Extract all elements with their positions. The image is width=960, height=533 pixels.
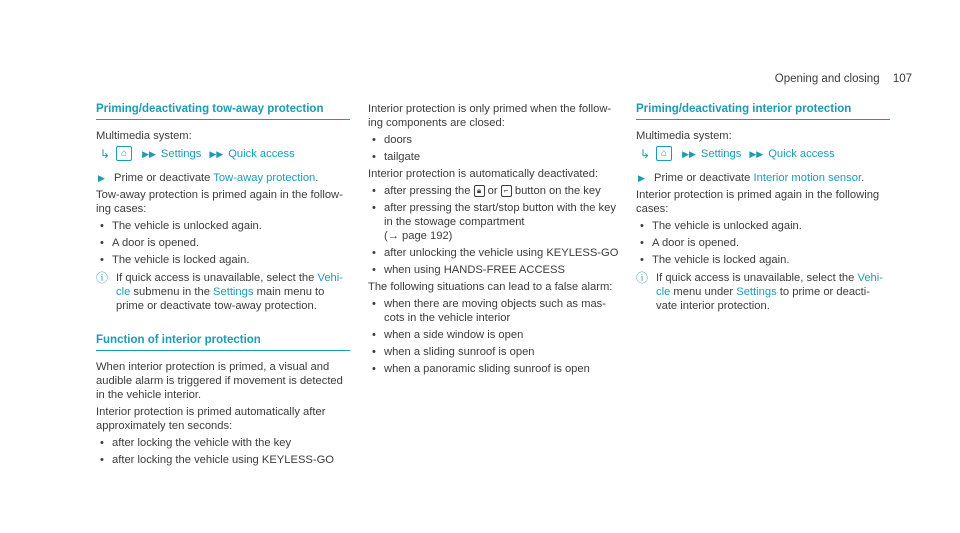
list-item (372, 328, 626, 342)
list-item-text: after pressing the start/stop button with the key in the stowage compartment (384, 202, 616, 228)
paragraph: When interior protection is primed, a visual and audible alarm is triggered if movement is detected in the vehicle interior. (96, 361, 343, 401)
home-icon[interactable]: ⌂ (116, 146, 132, 161)
settings-link[interactable]: Settings (700, 147, 742, 160)
list-item-text: tailgate (384, 151, 421, 163)
triangle-step-icon: ▶ (98, 173, 105, 183)
chapter-title: Opening and closing (774, 73, 880, 85)
info-text: main menu to prime or deactivate tow-away protection. (116, 286, 325, 312)
step-period: . (861, 172, 865, 184)
list-item (372, 133, 626, 147)
info-text: submenu in the (133, 286, 210, 298)
system-label: Multimedia system: (636, 130, 732, 142)
info-icon: ⓘ (96, 271, 109, 285)
list-item-text: A door is opened. (652, 237, 740, 249)
info-icon: ⓘ (636, 271, 649, 285)
quick-access-link[interactable]: Quick access (228, 147, 295, 160)
list-item (100, 436, 350, 450)
interior-motion-sensor-link[interactable]: Interior motion sensor (753, 172, 862, 184)
paragraph: Interior protection is primed automatically after approximately ten seconds: (96, 406, 326, 432)
list-item-text: after locking the vehicle using KEYLESS-GO (112, 454, 334, 466)
list-item-text: when a sliding sunroof is open (384, 346, 535, 358)
list-item (372, 297, 626, 325)
return-arrow-icon: ↳ (100, 146, 111, 161)
list-item (372, 246, 626, 260)
section-title-function: Function of interior protection (96, 333, 350, 351)
column-3 (636, 102, 890, 319)
lock-button-icon: 🔒︎ (474, 185, 485, 197)
settings-link[interactable]: Settings (736, 286, 777, 298)
list-item-text: after unlocking the vehicle using KEYLESS-GO (384, 247, 619, 259)
vehicle-link[interactable]: Vehi-cle (116, 272, 343, 298)
tailgate-button-icon: ⌐ (501, 185, 512, 197)
list-item-text: A door is opened. (112, 237, 200, 249)
tow-away-protection-link[interactable]: Tow-away protection (213, 172, 316, 184)
list-item-text: doors (384, 134, 412, 146)
step-text: Prime or deactivate (114, 172, 211, 184)
list-item (372, 201, 626, 243)
vehicle-link[interactable]: Vehi-cle (656, 272, 883, 298)
list-item (100, 219, 350, 233)
list-item-text: when a side window is open (384, 329, 524, 341)
list-item (640, 236, 890, 250)
info-note (96, 271, 350, 313)
triangle-step-icon: ▶ (638, 173, 645, 183)
settings-link[interactable]: Settings (160, 147, 202, 160)
return-arrow-icon: ↳ (640, 146, 651, 161)
list-item (100, 453, 350, 467)
info-text: If quick access is unavailable, select the (656, 272, 855, 284)
home-icon[interactable]: ⌂ (656, 146, 672, 161)
list-item-text: after locking the vehicle with the key (112, 437, 292, 449)
menu-path (640, 146, 890, 161)
info-text: menu under (673, 286, 734, 298)
list-item-text: The vehicle is unlocked again. (112, 220, 262, 232)
system-label: Multimedia system: (96, 130, 192, 142)
info-text: If quick access is unavailable, select the (116, 272, 315, 284)
paragraph: Interior protection is primed again in the following cases: (636, 189, 880, 215)
step-text: Prime or deactivate (654, 172, 751, 184)
list-item (372, 150, 626, 164)
page-header (775, 72, 912, 86)
page-reference-link[interactable]: (→ page 192) (384, 230, 453, 242)
section-title-interior: Priming/deactivating interior protection (636, 102, 890, 120)
list-item-text: when using HANDS-FREE ACCESS (384, 264, 565, 276)
list-item (640, 253, 890, 267)
paragraph: Interior protection is automatically deactivated: (368, 168, 599, 180)
list-item-text: The vehicle is locked again. (652, 254, 790, 266)
double-chevron-icon: ▶▶ (209, 148, 224, 159)
step-period: . (315, 172, 319, 184)
column-1 (96, 102, 350, 470)
paragraph: Interior protection is only primed when the follow-ing components are closed: (368, 103, 612, 129)
list-item-text: when there are moving objects such as mas-cots in the vehicle interior (384, 298, 606, 324)
paragraph: The following situations can lead to a false alarm: (368, 281, 613, 293)
column-2 (368, 102, 626, 379)
list-item (372, 263, 626, 277)
list-item-text: or (487, 185, 498, 197)
double-chevron-icon: ▶▶ (142, 148, 156, 159)
list-item-text: button on the key (514, 185, 601, 197)
page-number: 107 (892, 73, 912, 85)
info-note (636, 271, 890, 313)
section-title-tow-away: Priming/deactivating tow-away protection (96, 102, 350, 120)
list-item-text: after pressing the (384, 185, 471, 197)
settings-link[interactable]: Settings (213, 286, 254, 298)
list-item (100, 236, 350, 250)
double-chevron-icon: ▶▶ (749, 148, 764, 159)
instruction-step (96, 171, 350, 185)
paragraph: Tow-away protection is primed again in the follow-ing cases: (96, 189, 343, 215)
list-item-text: The vehicle is unlocked again. (652, 220, 802, 232)
list-item (640, 219, 890, 233)
quick-access-link[interactable]: Quick access (768, 147, 835, 160)
instruction-step (636, 171, 890, 185)
double-chevron-icon: ▶▶ (682, 148, 696, 159)
info-text: to prime or deacti-vate interior protection. (656, 286, 870, 312)
list-item (100, 253, 350, 267)
list-item-text: when a panoramic sliding sunroof is open (384, 363, 590, 375)
menu-path (100, 146, 350, 161)
list-item (372, 184, 626, 198)
list-item (372, 345, 626, 359)
list-item-text: The vehicle is locked again. (112, 254, 250, 266)
list-item (372, 362, 626, 376)
